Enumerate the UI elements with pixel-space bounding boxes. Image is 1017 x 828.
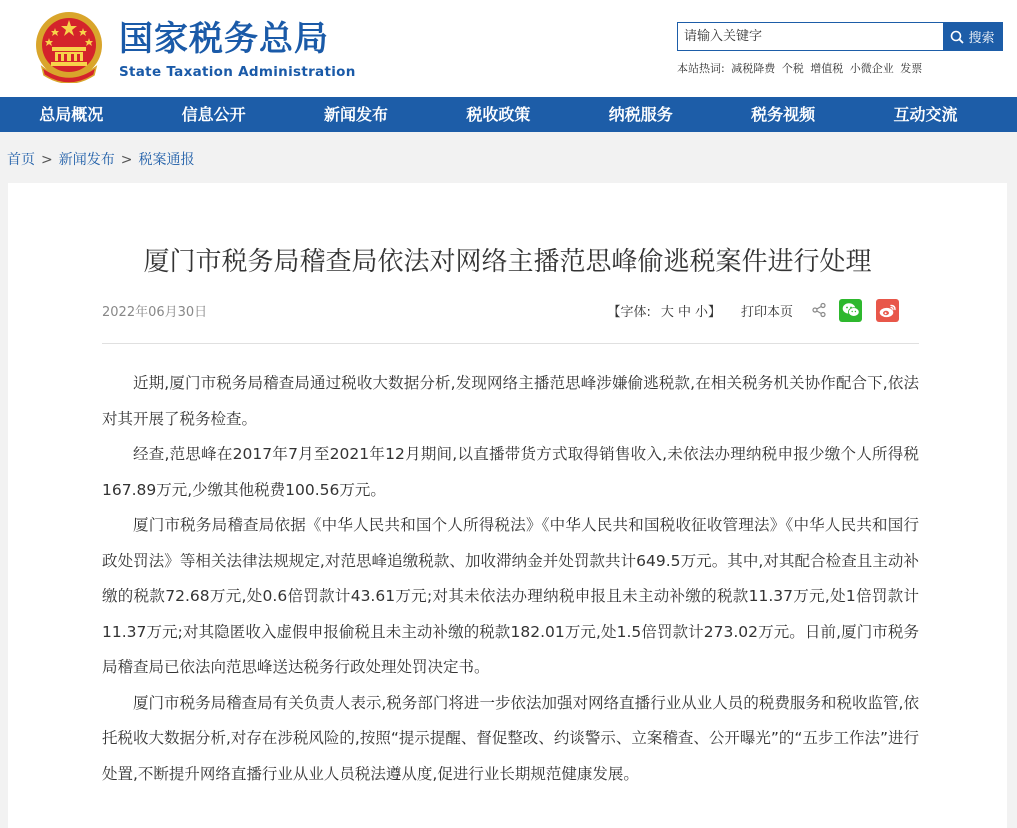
- font-size-label: 【字体:: [607, 304, 651, 320]
- hot-word-link[interactable]: 小微企业: [849, 62, 894, 75]
- hot-words-label: 本站热词:: [677, 62, 725, 75]
- hot-word-link[interactable]: 减税降费: [731, 62, 776, 75]
- hot-words: [677, 60, 925, 76]
- print-page-link[interactable]: 打印本页: [740, 304, 793, 320]
- weibo-share-icon[interactable]: [876, 299, 899, 322]
- breadcrumb-separator: >: [41, 152, 53, 168]
- breadcrumb-news[interactable]: 新闻发布: [58, 152, 115, 168]
- search-button[interactable]: [943, 23, 1002, 50]
- search-button-label: 搜索: [968, 31, 995, 46]
- hot-word-link[interactable]: 增值税: [810, 62, 844, 75]
- hot-word-link[interactable]: 发票: [900, 62, 923, 75]
- article-paragraph: 厦门市税务局稽查局有关负责人表示,税务部门将进一步依法加强对网络直播行业从业人员的税费服务和税收监管,依托税收大数据分析,对存在涉税风险的,按照“提示提醒、督促整改、约谈警示、立案稽查、公开曝光”的“五步工作法”进行处置,不断提升网络直播行业从业人员税法遵从度,促进行业长期规范健康发展。: [102, 693, 919, 783]
- wechat-share-icon[interactable]: [839, 299, 862, 322]
- breadcrumb: [7, 149, 194, 169]
- article-container: [8, 183, 1007, 828]
- article-meta: [102, 299, 899, 321]
- breadcrumb-tax-cases[interactable]: 税案通报: [138, 152, 195, 168]
- nav-item-overview[interactable]: 总局概况: [39, 105, 104, 124]
- breadcrumb-separator: >: [120, 152, 133, 168]
- nav-item-news[interactable]: 新闻发布: [323, 105, 388, 124]
- site-name-en[interactable]: State Taxation Administration: [119, 64, 356, 80]
- share-icon[interactable]: [811, 302, 827, 318]
- title-divider: [102, 343, 919, 344]
- article-paragraph: 厦门市税务局稽查局依据《中华人民共和国个人所得税法》《中华人民共和国税收征收管理法》《中华人民共和国行政处罚法》等相关法律法规规定,对范思峰追缴税款、加收滞纳金并处罚款共计649.5万元。其中,对其配合检查且主动补缴的税款72.68万元,处0.6倍罚款计43.61万元;对其未依法办理纳税申报且未主动补缴的税款11.37万元,处1倍罚款计11.37万元;对其隐匿收入虚假申报偷税且未主动补缴的税款182.01万元,处1.5倍罚款计273.02万元。日前,厦门市税务局稽查局已依法向范思峰送达税务行政处理处罚决定书。: [102, 516, 919, 676]
- article-body: [102, 366, 919, 792]
- site-header: [0, 0, 1017, 97]
- font-size-small[interactable]: 小: [694, 304, 708, 320]
- article-paragraph: 经查,范思峰在2017年7月至2021年12月期间,以直播带货方式取得销售收入,未依法办理纳税申报少缴个人所得税167.89万元,少缴其他税费100.56万元。: [102, 445, 919, 499]
- article-title: 厦门市税务局稽查局依法对网络主播范思峰偷逃税案件进行处理: [143, 247, 872, 277]
- national-emblem-icon[interactable]: [34, 11, 104, 83]
- search-icon: [950, 30, 964, 44]
- font-size-close: 】: [707, 304, 721, 320]
- hot-word-link[interactable]: 个税: [781, 62, 804, 75]
- breadcrumb-home[interactable]: 首页: [7, 152, 35, 168]
- nav-item-tax-policy[interactable]: 税收政策: [466, 105, 531, 124]
- nav-item-tax-video[interactable]: 税务视频: [751, 105, 816, 124]
- search-box: [677, 22, 1003, 51]
- search-input[interactable]: [678, 23, 942, 50]
- nav-item-info-disclosure[interactable]: 信息公开: [181, 105, 246, 124]
- nav-item-taxpayer-service[interactable]: 纳税服务: [608, 105, 673, 124]
- font-size-large[interactable]: 大: [660, 304, 674, 320]
- font-size-medium[interactable]: 中: [677, 304, 691, 320]
- article-paragraph: 近期,厦门市税务局稽查局通过税收大数据分析,发现网络主播范思峰涉嫌偷逃税款,在相关税务机关协作配合下,依法对其开展了税务检查。: [102, 374, 919, 428]
- nav-item-interaction[interactable]: 互动交流: [893, 105, 958, 124]
- site-name-cn[interactable]: 国家税务总局: [119, 19, 329, 59]
- weibo-logo-icon: [879, 303, 897, 318]
- wechat-logo-icon: [842, 302, 860, 318]
- article-tools: [608, 299, 899, 321]
- main-nav: [0, 97, 1017, 132]
- article-date: 2022年06月30日: [102, 305, 208, 320]
